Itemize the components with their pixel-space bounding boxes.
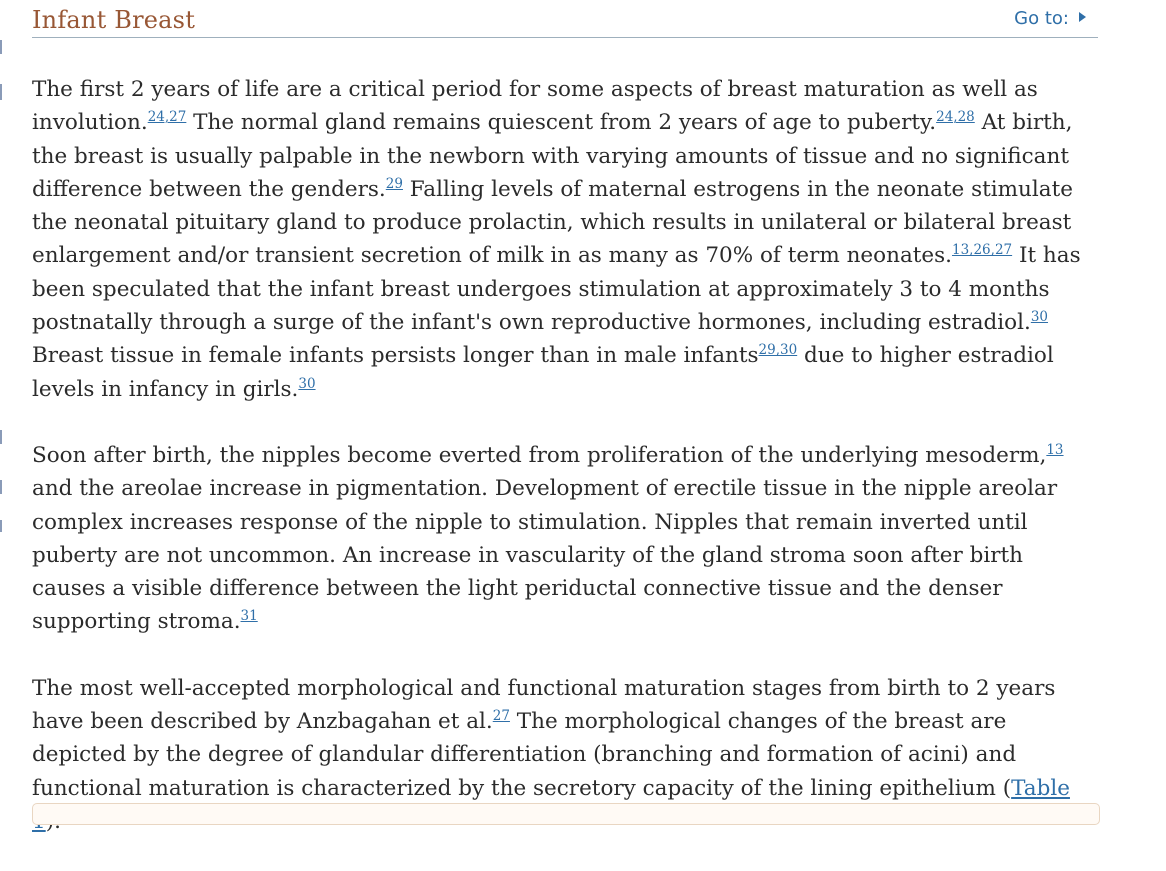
text-run: due to higher estradiol levels in infancy in girls. [32, 343, 1054, 402]
citation-superscript [936, 109, 975, 125]
citation-link[interactable]: 31 [240, 608, 258, 625]
citation-superscript [759, 342, 798, 358]
citation-link[interactable]: 13,26,27 [952, 242, 1013, 259]
citation-superscript [493, 708, 510, 724]
text-run: At birth, the breast is usually palpable in the newborn with varying amounts of tissue and no significant difference between the genders. [32, 110, 1073, 202]
citation-superscript [952, 242, 1012, 258]
citation-superscript [1046, 442, 1063, 458]
citation-link[interactable]: 29 [385, 175, 403, 192]
table-link[interactable]: Table [1011, 775, 1070, 801]
citation-superscript [298, 376, 315, 392]
text-run: The first 2 years of life are a critical period for some aspects of breast maturation as well as involution. [32, 77, 1038, 136]
goto-label[interactable]: Go to: [1014, 8, 1069, 29]
citation-link[interactable]: 24,27 [147, 109, 187, 126]
citation-superscript [386, 176, 403, 192]
section-title: Infant Breast [32, 6, 196, 34]
text-run: Falling levels of maternal estrogens in the neonate stimulate the neonatal pituitary gland to produce prolactin, which results in unilateral or bilateral breast enlargement and/or transient secretion of milk in as many as 70% of term neonates. [32, 176, 1073, 269]
citation-link[interactable]: 30 [298, 375, 316, 392]
text-run: Soon after birth, the nipples become everted from proliferation of the underlying mesoderm, [32, 442, 1047, 468]
citation-superscript [241, 608, 258, 624]
paragraph-1 [32, 73, 1100, 406]
text-run: The most well-accepted morphological and functional maturation stages from birth to 2 years have been described by Anzbagahan et al. [32, 675, 1056, 735]
text-run: The normal gland remains quiescent from 2 years of age to puberty. [186, 110, 937, 136]
text-run: and the areolae increase in pigmentation. Development of erectile tissue in the nipple areolar complex increases response of the nipple to stimulation. Nipples that remain inverted until puberty are not uncommon. An increase in vascularity of the gland stroma soon after birth causes a visible difference between the light periductal connective tissue and the denser supporting stroma. [32, 476, 1058, 635]
citation-link[interactable]: 24,28 [936, 109, 975, 126]
citation-link[interactable]: 27 [492, 708, 510, 725]
text-run: It has been speculated that the infant breast undergoes stimulation at approximately 3 to 4 months postnatally through a surge of the infant's own reproductive hormones, including estradiol. [32, 243, 1081, 336]
section-header [32, 6, 1098, 38]
text-run: The morphological changes of the breast are depicted by the degree of glandular differentiation (branching and formation of acini) and functional maturation is characterized by the secretory capacity of the lining epithelium ( [32, 709, 1017, 801]
goto-menu[interactable] [1014, 8, 1086, 29]
text-run: Breast tissue in female infants persists longer than in male infants [32, 343, 759, 369]
citation-superscript [1031, 309, 1048, 325]
citation-link[interactable]: 29,30 [758, 342, 798, 359]
citation-link[interactable]: 13 [1046, 441, 1064, 458]
left-margin-marks [0, 0, 4, 810]
citation-link[interactable]: 30 [1030, 309, 1049, 326]
paragraph-2 [32, 439, 1100, 639]
triangle-right-icon[interactable] [1079, 12, 1086, 22]
table-box-edge [32, 803, 1100, 825]
article-body [32, 73, 1100, 871]
citation-superscript [148, 109, 187, 125]
